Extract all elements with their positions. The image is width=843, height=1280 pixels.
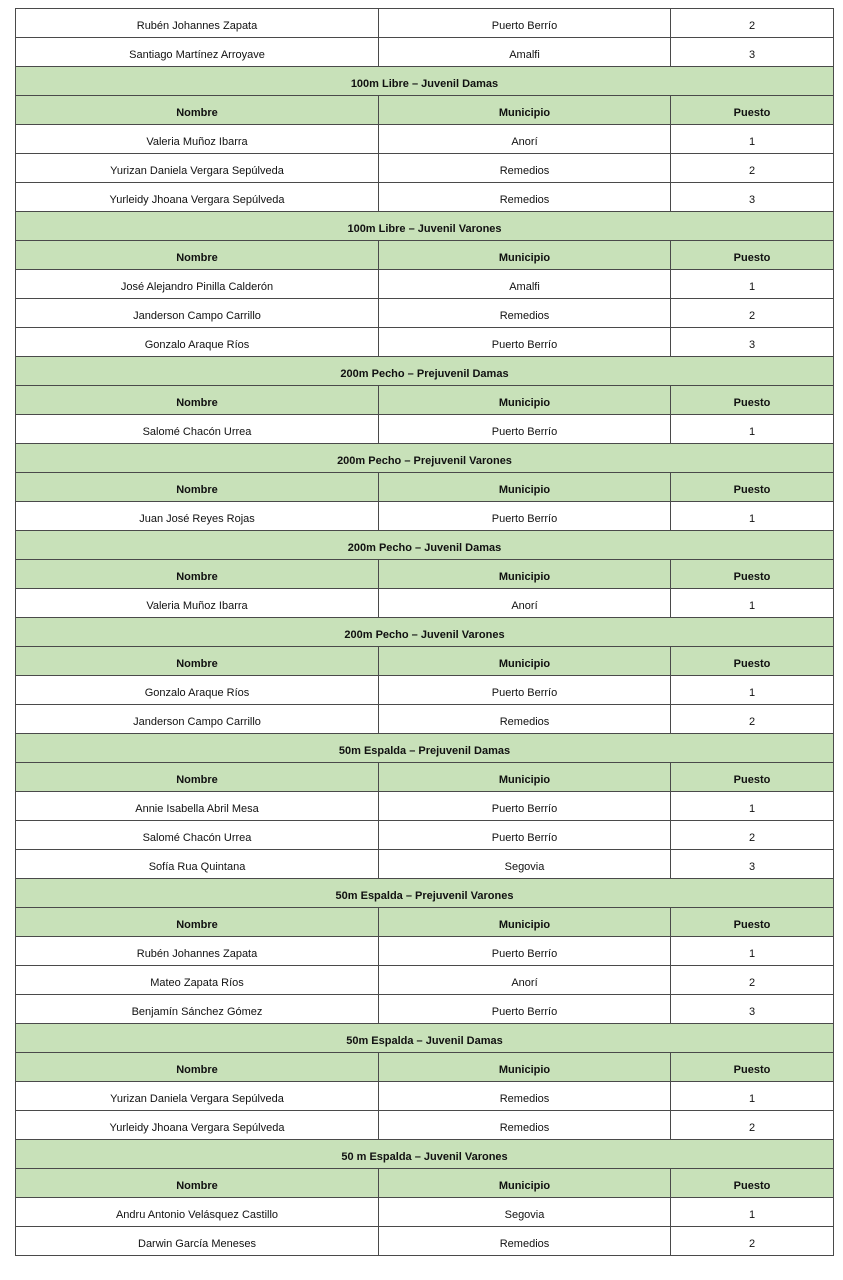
- municipio-cell: Anorí: [511, 976, 538, 989]
- section-title-row: [16, 67, 834, 96]
- header-nombre: Nombre: [176, 396, 218, 409]
- municipio-cell: Remedios: [499, 1237, 550, 1250]
- table-row: [16, 995, 834, 1024]
- nombre-cell: Salomé Chacón Urrea: [142, 831, 252, 844]
- puesto-cell: 1: [748, 686, 756, 699]
- nombre-cell: Benjamín Sánchez Gómez: [131, 1005, 263, 1018]
- puesto-cell: 2: [748, 715, 756, 728]
- column-header-row: [16, 241, 834, 270]
- header-nombre: Nombre: [176, 570, 218, 583]
- header-municipio: Municipio: [498, 1063, 551, 1076]
- section-title-row: [16, 1024, 834, 1053]
- section-title: 200m Pecho – Juvenil Damas: [347, 541, 502, 554]
- nombre-cell: Yurizan Daniela Vergara Sepúlveda: [110, 1092, 284, 1105]
- puesto-cell: 1: [748, 947, 756, 960]
- municipio-cell: Anorí: [511, 135, 538, 148]
- section-title: 50m Espalda – Juvenil Damas: [346, 1034, 503, 1047]
- puesto-cell: 2: [748, 19, 756, 32]
- header-puesto: Puesto: [733, 570, 771, 583]
- table-row: [16, 299, 834, 328]
- municipio-cell: Remedios: [499, 715, 550, 728]
- table-row: [16, 415, 834, 444]
- table-row: [16, 9, 834, 38]
- nombre-cell: Yurizan Daniela Vergara Sepúlveda: [110, 164, 284, 177]
- nombre-cell: Juan José Reyes Rojas: [139, 512, 255, 525]
- header-nombre: Nombre: [176, 483, 218, 496]
- results-page: [15, 8, 833, 1256]
- nombre-cell: Yurleidy Jhoana Vergara Sepúlveda: [109, 193, 285, 206]
- municipio-cell: Puerto Berrío: [491, 425, 558, 438]
- puesto-cell: 2: [748, 831, 756, 844]
- nombre-cell: Gonzalo Araque Ríos: [144, 686, 250, 699]
- table-row: [16, 821, 834, 850]
- header-nombre: Nombre: [176, 1063, 218, 1076]
- municipio-cell: Anorí: [511, 599, 538, 612]
- section-title-row: [16, 734, 834, 763]
- section-title: 50 m Espalda – Juvenil Varones: [341, 1150, 508, 1163]
- table-row: [16, 270, 834, 299]
- header-municipio: Municipio: [498, 483, 551, 496]
- table-row: [16, 125, 834, 154]
- municipio-cell: Puerto Berrío: [491, 686, 558, 699]
- nombre-cell: Valeria Muñoz Ibarra: [146, 599, 248, 612]
- puesto-cell: 1: [748, 802, 756, 815]
- puesto-cell: 1: [748, 1208, 756, 1221]
- municipio-cell: Segovia: [504, 860, 545, 873]
- municipio-cell: Puerto Berrío: [491, 512, 558, 525]
- table-row: [16, 850, 834, 879]
- table-row: [16, 154, 834, 183]
- nombre-cell: Valeria Muñoz Ibarra: [146, 135, 248, 148]
- nombre-cell: Janderson Campo Carrillo: [133, 309, 261, 322]
- puesto-cell: 2: [748, 164, 756, 177]
- table-row: [16, 937, 834, 966]
- column-header-row: [16, 96, 834, 125]
- column-header-row: [16, 1053, 834, 1082]
- header-puesto: Puesto: [733, 483, 771, 496]
- header-puesto: Puesto: [733, 1179, 771, 1192]
- puesto-cell: 1: [748, 425, 756, 438]
- column-header-row: [16, 1169, 834, 1198]
- puesto-cell: 2: [748, 309, 756, 322]
- municipio-cell: Remedios: [499, 1092, 550, 1105]
- municipio-cell: Puerto Berrío: [491, 802, 558, 815]
- section-title-row: [16, 531, 834, 560]
- column-header-row: [16, 386, 834, 415]
- header-puesto: Puesto: [733, 396, 771, 409]
- section-title: 200m Pecho – Prejuvenil Damas: [340, 367, 509, 380]
- nombre-cell: Rubén Johannes Zapata: [136, 19, 258, 32]
- table-row: [16, 38, 834, 67]
- header-nombre: Nombre: [176, 657, 218, 670]
- nombre-cell: José Alejandro Pinilla Calderón: [120, 280, 274, 293]
- table-row: [16, 1227, 834, 1256]
- header-municipio: Municipio: [498, 657, 551, 670]
- puesto-cell: 3: [748, 193, 756, 206]
- results-table: [15, 8, 834, 1256]
- column-header-row: [16, 473, 834, 502]
- results-table-body: [16, 9, 834, 1256]
- puesto-cell: 1: [748, 599, 756, 612]
- table-row: [16, 676, 834, 705]
- municipio-cell: Remedios: [499, 1121, 550, 1134]
- header-puesto: Puesto: [733, 251, 771, 264]
- nombre-cell: Rubén Johannes Zapata: [136, 947, 258, 960]
- table-row: [16, 502, 834, 531]
- section-title-row: [16, 357, 834, 386]
- section-title: 50m Espalda – Prejuvenil Varones: [335, 889, 514, 902]
- table-row: [16, 1082, 834, 1111]
- municipio-cell: Amalfi: [509, 280, 540, 293]
- nombre-cell: Andru Antonio Velásquez Castillo: [115, 1208, 279, 1221]
- table-row: [16, 966, 834, 995]
- puesto-cell: 2: [748, 1237, 756, 1250]
- table-row: [16, 705, 834, 734]
- section-title: 200m Pecho – Juvenil Varones: [344, 628, 505, 641]
- municipio-cell: Puerto Berrío: [491, 947, 558, 960]
- header-puesto: Puesto: [733, 918, 771, 931]
- section-title: 50m Espalda – Prejuvenil Damas: [338, 744, 511, 757]
- header-municipio: Municipio: [498, 251, 551, 264]
- municipio-cell: Amalfi: [509, 48, 540, 61]
- nombre-cell: Sofía Rua Quintana: [148, 860, 246, 873]
- header-nombre: Nombre: [176, 106, 218, 119]
- municipio-cell: Puerto Berrío: [491, 19, 558, 32]
- municipio-cell: Puerto Berrío: [491, 831, 558, 844]
- column-header-row: [16, 763, 834, 792]
- header-puesto: Puesto: [733, 657, 771, 670]
- header-nombre: Nombre: [176, 773, 218, 786]
- puesto-cell: 3: [748, 338, 756, 351]
- section-title-row: [16, 618, 834, 647]
- puesto-cell: 1: [748, 512, 756, 525]
- section-title: 100m Libre – Juvenil Damas: [350, 77, 499, 90]
- puesto-cell: 3: [748, 860, 756, 873]
- section-title-row: [16, 1140, 834, 1169]
- header-municipio: Municipio: [498, 918, 551, 931]
- nombre-cell: Janderson Campo Carrillo: [133, 715, 261, 728]
- municipio-cell: Puerto Berrío: [491, 1005, 558, 1018]
- header-puesto: Puesto: [733, 106, 771, 119]
- header-municipio: Municipio: [498, 773, 551, 786]
- table-row: [16, 1198, 834, 1227]
- header-nombre: Nombre: [176, 918, 218, 931]
- nombre-cell: Gonzalo Araque Ríos: [144, 338, 250, 351]
- column-header-row: [16, 647, 834, 676]
- puesto-cell: 3: [748, 48, 756, 61]
- column-header-row: [16, 560, 834, 589]
- section-title-row: [16, 444, 834, 473]
- table-row: [16, 1111, 834, 1140]
- puesto-cell: 1: [748, 1092, 756, 1105]
- header-puesto: Puesto: [733, 1063, 771, 1076]
- column-header-row: [16, 908, 834, 937]
- municipio-cell: Puerto Berrío: [491, 338, 558, 351]
- section-title: 200m Pecho – Prejuvenil Varones: [337, 454, 512, 467]
- puesto-cell: 1: [748, 135, 756, 148]
- table-row: [16, 183, 834, 212]
- municipio-cell: Remedios: [499, 193, 550, 206]
- header-municipio: Municipio: [498, 106, 551, 119]
- nombre-cell: Santiago Martínez Arroyave: [129, 48, 265, 61]
- table-row: [16, 589, 834, 618]
- header-nombre: Nombre: [176, 251, 218, 264]
- table-row: [16, 328, 834, 357]
- header-municipio: Municipio: [498, 396, 551, 409]
- municipio-cell: Remedios: [499, 164, 550, 177]
- puesto-cell: 2: [748, 976, 756, 989]
- table-row: [16, 792, 834, 821]
- puesto-cell: 2: [748, 1121, 756, 1134]
- header-municipio: Municipio: [498, 570, 551, 583]
- puesto-cell: 1: [748, 280, 756, 293]
- nombre-cell: Yurleidy Jhoana Vergara Sepúlveda: [109, 1121, 285, 1134]
- nombre-cell: Darwin García Meneses: [138, 1237, 256, 1250]
- nombre-cell: Salomé Chacón Urrea: [142, 425, 252, 438]
- section-title: 100m Libre – Juvenil Varones: [347, 222, 502, 235]
- nombre-cell: Mateo Zapata Ríos: [150, 976, 244, 989]
- municipio-cell: Remedios: [499, 309, 550, 322]
- puesto-cell: 3: [748, 1005, 756, 1018]
- section-title-row: [16, 212, 834, 241]
- header-nombre: Nombre: [176, 1179, 218, 1192]
- header-municipio: Municipio: [498, 1179, 551, 1192]
- section-title-row: [16, 879, 834, 908]
- nombre-cell: Annie Isabella Abril Mesa: [135, 802, 259, 815]
- header-puesto: Puesto: [733, 773, 771, 786]
- municipio-cell: Segovia: [504, 1208, 545, 1221]
